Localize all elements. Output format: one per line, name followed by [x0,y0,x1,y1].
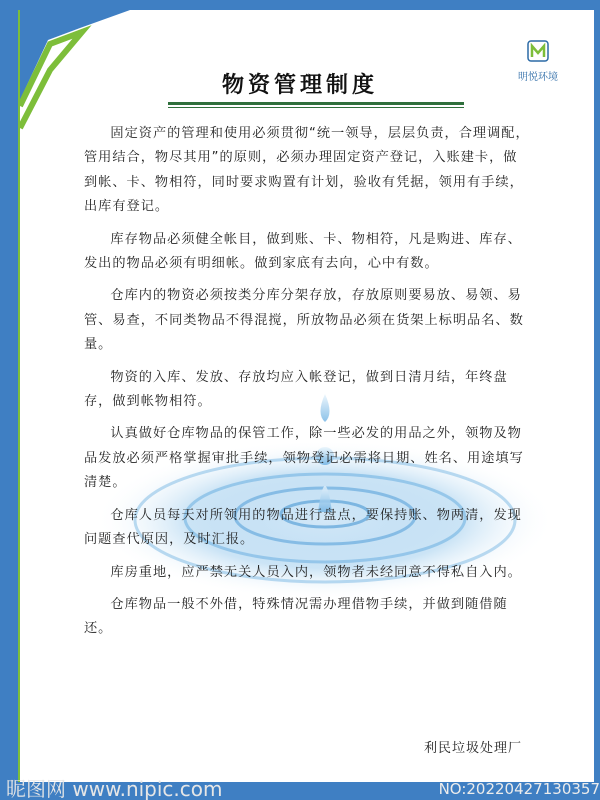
signature-organization: 利民垃圾处理厂 [423,741,522,756]
paragraph: 仓库物品一般不外借，特殊情况需办理借物手续，并做到随借随还。 [84,596,508,637]
logo-m-icon [527,40,549,62]
title-underline [168,102,464,105]
title-underline-thin [168,107,464,108]
regulation-body [84,122,530,650]
watermark-id: NO:20220427130357 [438,780,600,798]
watermark-site: 昵图网 www.nipic.com [6,778,223,800]
paragraph: 认真做好仓库物品的保管工作，除一些必发的用品之外，领物及物品发放必须严格掌握审批手续，领物登记必需将日期、姓名、用途填写清楚。 [84,426,524,491]
paragraph: 固定资产的管理和使用必须贯彻“统一领导，层层负责，合理调配，管用结合，物尽其用”的原则，必须办理固定资产登记，入账建卡，做到帐、卡、物相符，同时要求购置有计划，验收有凭据，领用有手续，出库有登记。 [84,126,530,215]
paragraph: 库房重地，应严禁无关人员入内，领物者未经同意不得私自入内。 [110,564,522,580]
logo-text: 明悦环境 [518,72,558,83]
page-title: 物资管理制度 [221,72,378,98]
paragraph: 仓库人员每天对所领用的物品进行盘点，要保持账、物两清，发现问题查代原因，及时汇报。 [84,507,522,548]
paragraph: 库存物品必须健全帐目，做到账、卡、物相符，凡是购进、库存、发出的物品必须有明细帐。做到家底有去向，心中有数。 [84,231,522,272]
paragraph: 仓库内的物资必须按类分库分架存放，存放原则要易放、易领、易管、易查，不同类物品不得混搅，所放物品必须在货架上标明品名、数量。 [84,288,524,353]
paragraph: 物资的入库、发放、存放均应入帐登记，做到日清月结，年终盘存，做到帐物相符。 [84,369,508,410]
watermark-strip [0,778,600,800]
